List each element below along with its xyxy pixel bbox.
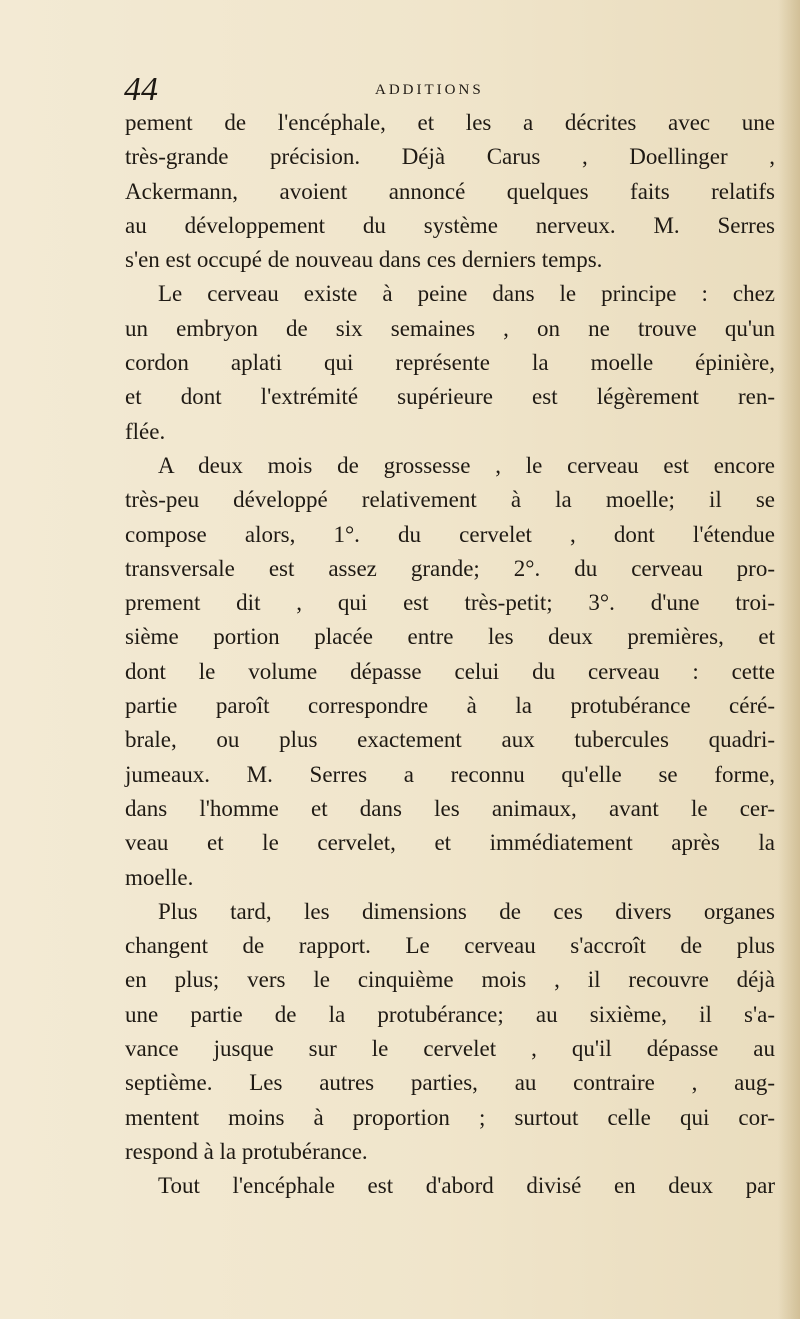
text-line: sième portion placée entre les deux premières, et <box>125 624 775 650</box>
text-line: septième. Les autres parties, au contraire , aug- <box>125 1070 775 1096</box>
text-line: un embryon de six semaines , on ne trouve qu'un <box>125 315 775 341</box>
text-line: prement dit , qui est très-petit; 3°. d'une troi- <box>125 590 775 616</box>
body-text <box>125 106 775 1204</box>
text-line: mentent moins à proportion ; surtout celle qui cor- <box>125 1104 775 1130</box>
text-line: très-grande précision. Déjà Carus , Doellinger , <box>125 144 775 170</box>
text-line: flée. <box>125 418 166 444</box>
text-line: pement de l'encéphale, et les a décrites avec une <box>125 110 775 135</box>
text-line: respond à la protubérance. <box>125 1138 368 1164</box>
text-line: au développement du système nerveux. M. Serres <box>125 212 775 238</box>
text-line: compose alors, 1°. du cervelet , dont l'étendue <box>125 521 775 547</box>
running-head: ADDITIONS <box>375 82 484 98</box>
text-line: Le cerveau existe à peine dans le principe : chez <box>158 281 775 307</box>
text-line: transversale est assez grande; 2°. du cerveau pro- <box>125 555 775 581</box>
text-line: Plus tard, les dimensions de ces divers organes <box>158 898 775 924</box>
text-line: Ackermann, avoient annoncé quelques faits relatifs <box>125 178 775 204</box>
text-line: moelle. <box>125 864 194 890</box>
text-line: partie paroît correspondre à la protubérance céré- <box>125 693 775 719</box>
text-line: et dont l'extrémité supérieure est légèrement ren- <box>125 384 775 410</box>
text-line: cordon aplati qui représente la moelle épinière, <box>125 350 775 376</box>
text-line: changent de rapport. Le cerveau s'accroît de plus <box>125 933 775 959</box>
text-line: dans l'homme et dans les animaux, avant le cer- <box>125 795 775 821</box>
text-line: très-peu développé relativement à la moelle; il se <box>125 487 775 513</box>
text-line: une partie de la protubérance; au sixième, il s'a- <box>125 1001 775 1027</box>
text-line: jumeaux. M. Serres a reconnu qu'elle se forme, <box>125 761 775 787</box>
page-number: 44 <box>124 71 158 108</box>
text-line: en plus; vers le cinquième mois , il recouvre déjà <box>125 967 775 993</box>
text-line: dont le volume dépasse celui du cerveau : cette <box>125 658 775 684</box>
page-gutter-shadow <box>778 0 800 1319</box>
text-line: vance jusque sur le cervelet , qu'il dépasse au <box>125 1036 775 1062</box>
text-line: A deux mois de grossesse , le cerveau est encore <box>158 452 775 478</box>
text-line: Tout l'encéphale est d'abord divisé en deux par <box>158 1173 775 1199</box>
text-line: s'en est occupé de nouveau dans ces derniers temps. <box>125 247 603 273</box>
text-line: veau et le cervelet, et immédiatement après la <box>125 830 775 856</box>
text-line: brale, ou plus exactement aux tubercules quadri- <box>125 727 775 753</box>
